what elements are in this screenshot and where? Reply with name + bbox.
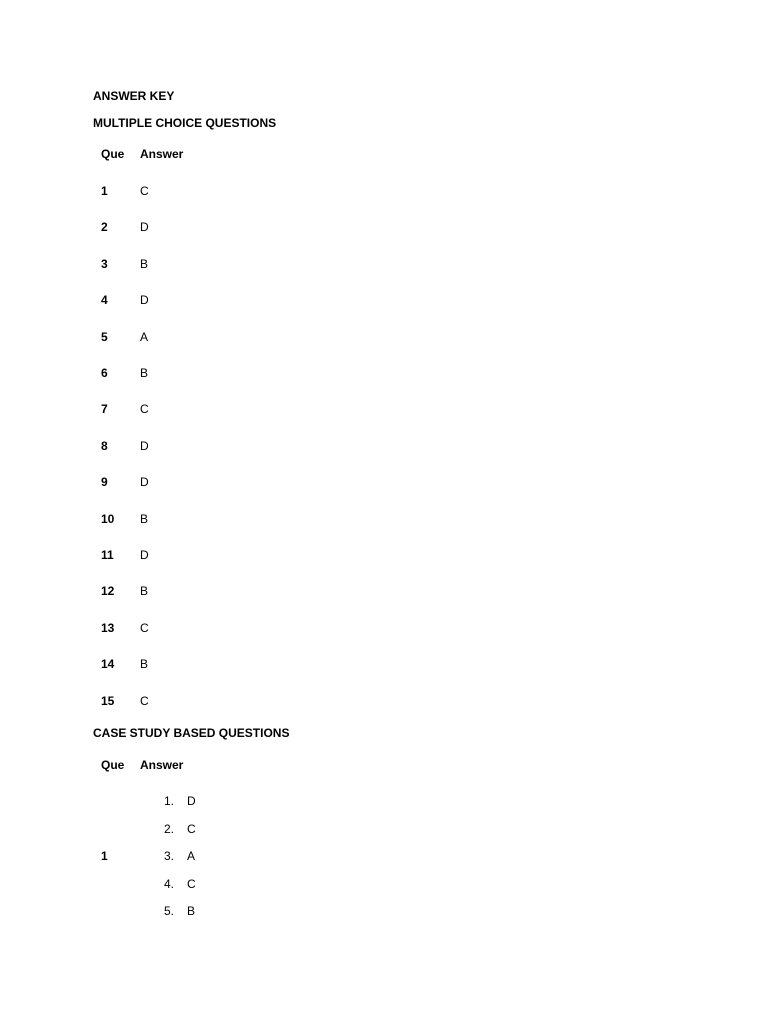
case-study-header-row <box>0 758 768 774</box>
answer-letter: D <box>140 220 149 235</box>
page-title: ANSWER KEY <box>93 89 175 103</box>
answer-letter: B <box>140 256 149 271</box>
list-item <box>160 822 280 850</box>
list-item-number: 5. <box>164 904 175 918</box>
question-number: 2 <box>101 220 108 235</box>
case-study-question-row <box>0 849 768 865</box>
question-number: 10 <box>101 511 115 526</box>
question-number: 14 <box>101 657 115 672</box>
list-item-number: 4. <box>164 876 175 891</box>
question-number: 9 <box>101 475 108 490</box>
table-row <box>0 512 768 528</box>
question-number: 4 <box>101 293 108 308</box>
table-row <box>0 220 768 236</box>
list-item <box>160 794 280 822</box>
list-item-answer: D <box>187 794 196 808</box>
list-item <box>160 904 280 932</box>
table-row <box>0 694 768 710</box>
case-study-header-answer: Answer <box>140 758 184 772</box>
table-row <box>0 184 768 200</box>
question-number: 7 <box>101 402 108 417</box>
mcq-header-row <box>0 147 768 163</box>
list-item-answer: C <box>187 876 196 891</box>
answer-letter: C <box>140 693 149 708</box>
list-item-answer: B <box>187 904 196 918</box>
mcq-header-que: Que <box>101 147 125 161</box>
answer-letter: B <box>140 584 149 599</box>
question-number: 3 <box>101 256 108 271</box>
answer-letter: D <box>140 475 149 490</box>
answer-letter: A <box>140 329 149 344</box>
table-row <box>0 293 768 309</box>
list-item-answer: C <box>187 821 196 836</box>
table-row <box>0 584 768 600</box>
question-number: 15 <box>101 693 115 708</box>
table-row <box>0 330 768 346</box>
table-row <box>0 439 768 455</box>
case-study-heading: CASE STUDY BASED QUESTIONS <box>93 726 290 740</box>
answer-letter: C <box>140 184 149 198</box>
list-item-number: 3. <box>164 849 175 863</box>
table-row <box>0 621 768 637</box>
list-item <box>160 877 280 905</box>
question-number: 1 <box>101 184 108 198</box>
mcq-header-answer: Answer <box>140 147 184 161</box>
answer-letter: D <box>140 548 149 562</box>
table-row <box>0 657 768 673</box>
table-row <box>0 475 768 491</box>
case-study-answer-list <box>160 794 280 932</box>
case-study-question-number: 1 <box>101 849 108 863</box>
table-row <box>0 366 768 382</box>
question-number: 12 <box>101 584 115 599</box>
answer-letter: C <box>140 620 149 635</box>
table-row <box>0 257 768 273</box>
answer-letter: D <box>140 293 149 308</box>
question-number: 11 <box>101 548 114 562</box>
table-row <box>0 548 768 564</box>
list-item-number: 2. <box>164 821 175 836</box>
question-number: 13 <box>101 620 115 635</box>
answer-letter: B <box>140 511 149 526</box>
answer-letter: B <box>140 366 149 380</box>
question-number: 8 <box>101 438 108 453</box>
case-study-header-que: Que <box>101 758 125 772</box>
question-number: 6 <box>101 366 108 380</box>
answer-letter: D <box>140 438 149 453</box>
answer-letter: B <box>140 657 149 672</box>
answer-letter: C <box>140 402 149 417</box>
mcq-heading: MULTIPLE CHOICE QUESTIONS <box>93 116 277 130</box>
question-number: 5 <box>101 329 108 344</box>
list-item-answer: A <box>187 849 196 863</box>
table-row <box>0 402 768 418</box>
list-item <box>160 849 280 877</box>
list-item-number: 1. <box>164 794 175 808</box>
